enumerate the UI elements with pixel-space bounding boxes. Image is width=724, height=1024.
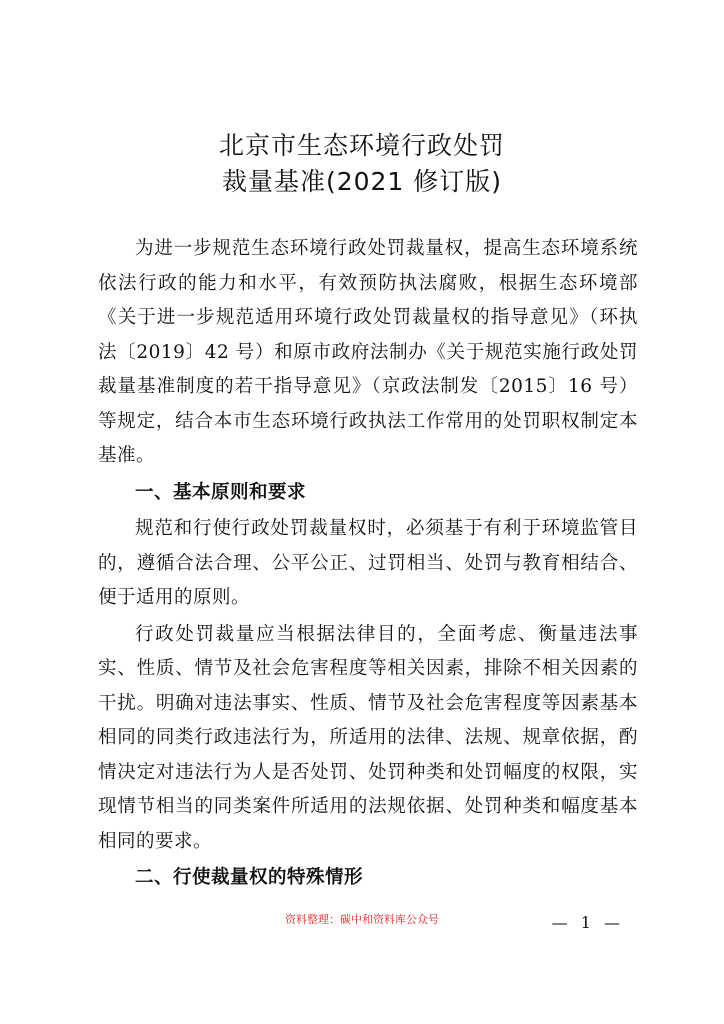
section-heading-2: 二、行使裁量权的特殊情形 [135,867,364,888]
document-title-line-1: 北京市生态环境行政处罚 [218,131,505,160]
principles-paragraph-1: 规范和行使行政处罚裁量权时，必须基于有利于环境监管目的，遵循合法合理、公平公正、过罚相当、处罚与教育相结合、便于适用的原则。 [98,518,638,608]
source-note: 资料整理：碳中和资料库公众号 [285,913,439,926]
document-title-line-2: 裁量基准(2021 修订版) [221,167,503,196]
principles-paragraph-2: 行政处罚裁量应当根据法律目的，全面考虑、衡量违法事实、性质、情节及社会危害程度等相关因素，排除不相关因素的干扰。明确对违法事实、性质、情节及社会危害程度等因素基本相同的同类行政违法行为，所适用的法律、法规、规章依据，酌情决定对违法行为人是否处罚、处罚种类和处罚幅度的权限，实现情节相当的同类案件所适用的法规依据、处罚种类和幅度基本相同的要求。 [98,623,638,852]
page-number: — 1 — [551,913,624,932]
intro-paragraph: 为进一步规范生态环境行政处罚裁量权，提高生态环境系统依法行政的能力和水平，有效预防执法腐败，根据生态环境部《关于进一步规范适用环境行政处罚裁量权的指导意见》（环执法〔2019〕42 号）和原市政府法制办《关于规范实施行政处罚裁量基准制度的若干指导意见》（京政法制发〔2015〕16 号）等规定，结合本市生态环境行政执法工作常用的处罚职权制定本基准。 [98,238,638,466]
section-heading-1: 一、基本原则和要求 [135,481,307,503]
document-body [98,232,638,896]
